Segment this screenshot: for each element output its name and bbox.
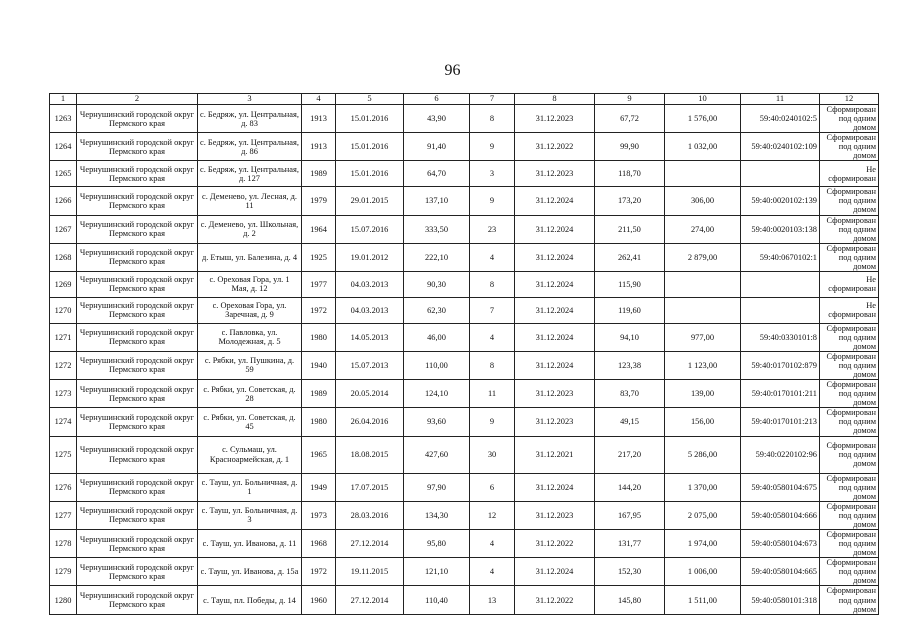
value-col10-cell: 1 370,00 — [665, 473, 741, 501]
value-col10-cell: 139,00 — [665, 380, 741, 408]
land-status-cell: Сформирован под одним домом — [820, 408, 879, 436]
deadline-cell: 31.12.2023 — [515, 501, 595, 529]
cadastral-number-cell — [741, 297, 820, 323]
owner-cell: Чернушинский городской округ Пермского края — [77, 558, 198, 586]
value-col10-cell: 1 974,00 — [665, 529, 741, 557]
year-cell: 1965 — [302, 436, 336, 473]
row-number-cell: 1280 — [50, 586, 77, 614]
year-cell: 1973 — [302, 501, 336, 529]
value-col10-cell: 1 006,00 — [665, 558, 741, 586]
value-col9-cell: 83,70 — [595, 380, 665, 408]
date-cell: 26.04.2016 — [336, 408, 404, 436]
column-header-6: 6 — [404, 94, 470, 105]
table-row — [50, 133, 879, 161]
table-row — [50, 529, 879, 557]
owner-cell: Чернушинский городской округ Пермского края — [77, 133, 198, 161]
value-col9-cell: 67,72 — [595, 105, 665, 133]
cadastral-number-cell: 59:40:0220102:96 — [741, 436, 820, 473]
cadastral-number-cell: 59:40:0240102:109 — [741, 133, 820, 161]
owner-cell: Чернушинский городской округ Пермского края — [77, 323, 198, 351]
area-cell: 110,00 — [404, 351, 470, 379]
owner-cell: Чернушинский городской округ Пермского края — [77, 501, 198, 529]
value-col9-cell: 118,70 — [595, 161, 665, 187]
value-col9-cell: 145,80 — [595, 586, 665, 614]
address-cell: с. Павловка, ул. Молодежная, д. 5 — [198, 323, 302, 351]
address-cell: с. Деменево, ул. Школьная, д. 2 — [198, 215, 302, 243]
date-cell: 15.01.2016 — [336, 105, 404, 133]
value-col9-cell: 152,30 — [595, 558, 665, 586]
value-col10-cell: 306,00 — [665, 187, 741, 215]
column-header-9: 9 — [595, 94, 665, 105]
land-status-cell: Сформирован под одним домом — [820, 436, 879, 473]
value-col10-cell: 2 075,00 — [665, 501, 741, 529]
row-number-cell: 1263 — [50, 105, 77, 133]
owner-cell: Чернушинский городской округ Пермского края — [77, 271, 198, 297]
count-cell: 9 — [470, 187, 515, 215]
cadastral-number-cell: 59:40:0580104:675 — [741, 473, 820, 501]
owner-cell: Чернушинский городской округ Пермского края — [77, 105, 198, 133]
land-status-cell: Не сформирован — [820, 297, 879, 323]
owner-cell: Чернушинский городской округ Пермского края — [77, 215, 198, 243]
value-col9-cell: 173,20 — [595, 187, 665, 215]
address-cell: с. Рябки, ул. Советская, д. 28 — [198, 380, 302, 408]
date-cell: 15.01.2016 — [336, 161, 404, 187]
value-col10-cell: 5 286,00 — [665, 436, 741, 473]
count-cell: 7 — [470, 297, 515, 323]
table-row — [50, 501, 879, 529]
cadastral-number-cell: 59:40:0170101:211 — [741, 380, 820, 408]
count-cell: 9 — [470, 408, 515, 436]
date-cell: 15.01.2016 — [336, 133, 404, 161]
year-cell: 1913 — [302, 133, 336, 161]
year-cell: 1977 — [302, 271, 336, 297]
land-status-cell: Сформирован под одним домом — [820, 380, 879, 408]
column-header-8: 8 — [515, 94, 595, 105]
land-status-cell: Сформирован под одним домом — [820, 243, 879, 271]
cadastral-number-cell: 59:40:0670102:1 — [741, 243, 820, 271]
area-cell: 134,30 — [404, 501, 470, 529]
date-cell: 19.11.2015 — [336, 558, 404, 586]
row-number-cell: 1269 — [50, 271, 77, 297]
cadastral-number-cell — [741, 271, 820, 297]
column-header-1: 1 — [50, 94, 77, 105]
deadline-cell: 31.12.2024 — [515, 558, 595, 586]
deadline-cell: 31.12.2021 — [515, 436, 595, 473]
address-cell: с. Ореховая Гора, ул. Заречная, д. 9 — [198, 297, 302, 323]
year-cell: 1940 — [302, 351, 336, 379]
column-header-10: 10 — [665, 94, 741, 105]
table-row — [50, 558, 879, 586]
owner-cell: Чернушинский городской округ Пермского края — [77, 243, 198, 271]
value-col9-cell: 94,10 — [595, 323, 665, 351]
deadline-cell: 31.12.2024 — [515, 323, 595, 351]
area-cell: 62,30 — [404, 297, 470, 323]
cadastral-number-cell: 59:40:0020102:139 — [741, 187, 820, 215]
land-status-cell: Сформирован под одним домом — [820, 105, 879, 133]
owner-cell: Чернушинский городской округ Пермского края — [77, 529, 198, 557]
land-status-cell: Сформирован под одним домом — [820, 586, 879, 614]
cadastral-number-cell: 59:40:0580104:665 — [741, 558, 820, 586]
cadastral-number-cell: 59:40:0170102:879 — [741, 351, 820, 379]
table-row — [50, 351, 879, 379]
address-cell: с. Бедряж, ул. Центральная, д. 127 — [198, 161, 302, 187]
year-cell: 1925 — [302, 243, 336, 271]
year-cell: 1949 — [302, 473, 336, 501]
deadline-cell: 31.12.2024 — [515, 271, 595, 297]
row-number-cell: 1265 — [50, 161, 77, 187]
deadline-cell: 31.12.2023 — [515, 380, 595, 408]
cadastral-number-cell: 59:40:0330101:8 — [741, 323, 820, 351]
count-cell: 3 — [470, 161, 515, 187]
area-cell: 124,10 — [404, 380, 470, 408]
count-cell: 30 — [470, 436, 515, 473]
row-number-cell: 1272 — [50, 351, 77, 379]
value-col10-cell: 1 511,00 — [665, 586, 741, 614]
land-status-cell: Сформирован под одним домом — [820, 133, 879, 161]
deadline-cell: 31.12.2022 — [515, 529, 595, 557]
table-body — [50, 105, 879, 615]
count-cell: 8 — [470, 105, 515, 133]
date-cell: 27.12.2014 — [336, 586, 404, 614]
year-cell: 1960 — [302, 586, 336, 614]
date-cell: 15.07.2013 — [336, 351, 404, 379]
table-row — [50, 408, 879, 436]
row-number-cell: 1278 — [50, 529, 77, 557]
land-status-cell: Не сформирован — [820, 271, 879, 297]
row-number-cell: 1268 — [50, 243, 77, 271]
date-cell: 14.05.2013 — [336, 323, 404, 351]
date-cell: 15.07.2016 — [336, 215, 404, 243]
year-cell: 1979 — [302, 187, 336, 215]
count-cell: 23 — [470, 215, 515, 243]
land-status-cell: Сформирован под одним домом — [820, 558, 879, 586]
owner-cell: Чернушинский городской округ Пермского края — [77, 436, 198, 473]
area-cell: 95,80 — [404, 529, 470, 557]
land-status-cell: Сформирован под одним домом — [820, 473, 879, 501]
cadastral-number-cell: 59:40:0020103:138 — [741, 215, 820, 243]
value-col9-cell: 99,90 — [595, 133, 665, 161]
owner-cell: Чернушинский городской округ Пермского края — [77, 586, 198, 614]
cadastral-number-cell: 59:40:0240102:5 — [741, 105, 820, 133]
table-row — [50, 187, 879, 215]
deadline-cell: 31.12.2024 — [515, 215, 595, 243]
value-col10-cell — [665, 271, 741, 297]
area-cell: 90,30 — [404, 271, 470, 297]
address-cell: с. Бедряж, ул. Центральная, д. 86 — [198, 133, 302, 161]
land-status-cell: Сформирован под одним домом — [820, 187, 879, 215]
value-col9-cell: 131,77 — [595, 529, 665, 557]
date-cell: 27.12.2014 — [336, 529, 404, 557]
value-col10-cell: 1 032,00 — [665, 133, 741, 161]
value-col10-cell: 1 576,00 — [665, 105, 741, 133]
value-col9-cell: 115,90 — [595, 271, 665, 297]
date-cell: 04.03.2013 — [336, 271, 404, 297]
row-number-cell: 1266 — [50, 187, 77, 215]
value-col9-cell: 217,20 — [595, 436, 665, 473]
table-row — [50, 243, 879, 271]
area-cell: 46,00 — [404, 323, 470, 351]
row-number-cell: 1275 — [50, 436, 77, 473]
year-cell: 1980 — [302, 408, 336, 436]
address-cell: с. Тауш, ул. Больничная, д. 1 — [198, 473, 302, 501]
deadline-cell: 31.12.2024 — [515, 473, 595, 501]
column-header-4: 4 — [302, 94, 336, 105]
address-cell: д. Етыш, ул. Балезина, д. 4 — [198, 243, 302, 271]
address-cell: с. Тауш, ул. Иванова, д. 11 — [198, 529, 302, 557]
land-status-cell: Сформирован под одним домом — [820, 323, 879, 351]
count-cell: 6 — [470, 473, 515, 501]
land-status-cell: Сформирован под одним домом — [820, 215, 879, 243]
area-cell: 43,90 — [404, 105, 470, 133]
table-row — [50, 473, 879, 501]
date-cell: 29.01.2015 — [336, 187, 404, 215]
cadastral-number-cell: 59:40:0580101:318 — [741, 586, 820, 614]
address-cell: с. Ореховая Гора, ул. 1 Мая, д. 12 — [198, 271, 302, 297]
housing-register-table — [49, 93, 879, 615]
value-col10-cell: 1 123,00 — [665, 351, 741, 379]
value-col10-cell — [665, 297, 741, 323]
date-cell: 28.03.2016 — [336, 501, 404, 529]
deadline-cell: 31.12.2023 — [515, 105, 595, 133]
row-number-cell: 1264 — [50, 133, 77, 161]
value-col10-cell: 977,00 — [665, 323, 741, 351]
area-cell: 64,70 — [404, 161, 470, 187]
count-cell: 9 — [470, 133, 515, 161]
year-cell: 1980 — [302, 323, 336, 351]
date-cell: 17.07.2015 — [336, 473, 404, 501]
deadline-cell: 31.12.2024 — [515, 351, 595, 379]
address-cell: с. Тауш, ул. Больничная, д. 3 — [198, 501, 302, 529]
cadastral-number-cell — [741, 161, 820, 187]
value-col9-cell: 144,20 — [595, 473, 665, 501]
land-status-cell: Не сформирован — [820, 161, 879, 187]
year-cell: 1989 — [302, 380, 336, 408]
header-row — [50, 94, 879, 105]
deadline-cell: 31.12.2023 — [515, 161, 595, 187]
date-cell: 20.05.2014 — [336, 380, 404, 408]
owner-cell: Чернушинский городской округ Пермского края — [77, 187, 198, 215]
count-cell: 12 — [470, 501, 515, 529]
year-cell: 1913 — [302, 105, 336, 133]
deadline-cell: 31.12.2024 — [515, 243, 595, 271]
address-cell: с. Деменево, ул. Лесная, д. 11 — [198, 187, 302, 215]
year-cell: 1989 — [302, 161, 336, 187]
value-col10-cell: 274,00 — [665, 215, 741, 243]
area-cell: 91,40 — [404, 133, 470, 161]
count-cell: 13 — [470, 586, 515, 614]
land-status-cell: Сформирован под одним домом — [820, 351, 879, 379]
row-number-cell: 1271 — [50, 323, 77, 351]
address-cell: с. Тауш, пл. Победы, д. 14 — [198, 586, 302, 614]
land-status-cell: Сформирован под одним домом — [820, 529, 879, 557]
area-cell: 110,40 — [404, 586, 470, 614]
row-number-cell: 1274 — [50, 408, 77, 436]
date-cell: 18.08.2015 — [336, 436, 404, 473]
value-col10-cell — [665, 161, 741, 187]
count-cell: 4 — [470, 243, 515, 271]
table-row — [50, 586, 879, 614]
table-row — [50, 323, 879, 351]
area-cell: 97,90 — [404, 473, 470, 501]
table-row — [50, 105, 879, 133]
owner-cell: Чернушинский городской округ Пермского края — [77, 297, 198, 323]
table-row — [50, 271, 879, 297]
column-header-12: 12 — [820, 94, 879, 105]
deadline-cell: 31.12.2022 — [515, 133, 595, 161]
table-row — [50, 297, 879, 323]
owner-cell: Чернушинский городской округ Пермского края — [77, 351, 198, 379]
row-number-cell: 1270 — [50, 297, 77, 323]
year-cell: 1964 — [302, 215, 336, 243]
table-row — [50, 215, 879, 243]
column-header-2: 2 — [77, 94, 198, 105]
area-cell: 222,10 — [404, 243, 470, 271]
value-col9-cell: 119,60 — [595, 297, 665, 323]
owner-cell: Чернушинский городской округ Пермского края — [77, 408, 198, 436]
count-cell: 4 — [470, 558, 515, 586]
page-number: 96 — [444, 62, 461, 79]
count-cell: 8 — [470, 351, 515, 379]
deadline-cell: 31.12.2023 — [515, 408, 595, 436]
address-cell: с. Тауш, ул. Иванова, д. 15а — [198, 558, 302, 586]
value-col10-cell: 156,00 — [665, 408, 741, 436]
row-number-cell: 1279 — [50, 558, 77, 586]
date-cell: 04.03.2013 — [336, 297, 404, 323]
table-row — [50, 436, 879, 473]
column-header-11: 11 — [741, 94, 820, 105]
date-cell: 19.01.2012 — [336, 243, 404, 271]
count-cell: 4 — [470, 529, 515, 557]
year-cell: 1972 — [302, 297, 336, 323]
column-header-3: 3 — [198, 94, 302, 105]
table-row — [50, 161, 879, 187]
area-cell: 427,60 — [404, 436, 470, 473]
count-cell: 8 — [470, 271, 515, 297]
column-header-5: 5 — [336, 94, 404, 105]
row-number-cell: 1267 — [50, 215, 77, 243]
value-col10-cell: 2 879,00 — [665, 243, 741, 271]
address-cell: с. Сульмаш, ул. Красноармейская, д. 1 — [198, 436, 302, 473]
table-row — [50, 380, 879, 408]
value-col9-cell: 123,38 — [595, 351, 665, 379]
address-cell: с. Рябки, ул. Пушкина, д. 59 — [198, 351, 302, 379]
address-cell: с. Бедряж, ул. Центральная, д. 83 — [198, 105, 302, 133]
column-header-7: 7 — [470, 94, 515, 105]
address-cell: с. Рябки, ул. Советская, д. 45 — [198, 408, 302, 436]
row-number-cell: 1277 — [50, 501, 77, 529]
area-cell: 137,10 — [404, 187, 470, 215]
deadline-cell: 31.12.2024 — [515, 297, 595, 323]
land-status-cell: Сформирован под одним домом — [820, 501, 879, 529]
cadastral-number-cell: 59:40:0170101:213 — [741, 408, 820, 436]
value-col9-cell: 262,41 — [595, 243, 665, 271]
owner-cell: Чернушинский городской округ Пермского края — [77, 473, 198, 501]
year-cell: 1968 — [302, 529, 336, 557]
cadastral-number-cell: 59:40:0580104:673 — [741, 529, 820, 557]
row-number-cell: 1276 — [50, 473, 77, 501]
value-col9-cell: 211,50 — [595, 215, 665, 243]
year-cell: 1972 — [302, 558, 336, 586]
deadline-cell: 31.12.2024 — [515, 187, 595, 215]
area-cell: 93,60 — [404, 408, 470, 436]
owner-cell: Чернушинский городской округ Пермского края — [77, 380, 198, 408]
row-number-cell: 1273 — [50, 380, 77, 408]
owner-cell: Чернушинский городской округ Пермского края — [77, 161, 198, 187]
count-cell: 11 — [470, 380, 515, 408]
deadline-cell: 31.12.2022 — [515, 586, 595, 614]
cadastral-number-cell: 59:40:0580104:666 — [741, 501, 820, 529]
value-col9-cell: 167,95 — [595, 501, 665, 529]
area-cell: 121,10 — [404, 558, 470, 586]
count-cell: 4 — [470, 323, 515, 351]
value-col9-cell: 49,15 — [595, 408, 665, 436]
area-cell: 333,50 — [404, 215, 470, 243]
